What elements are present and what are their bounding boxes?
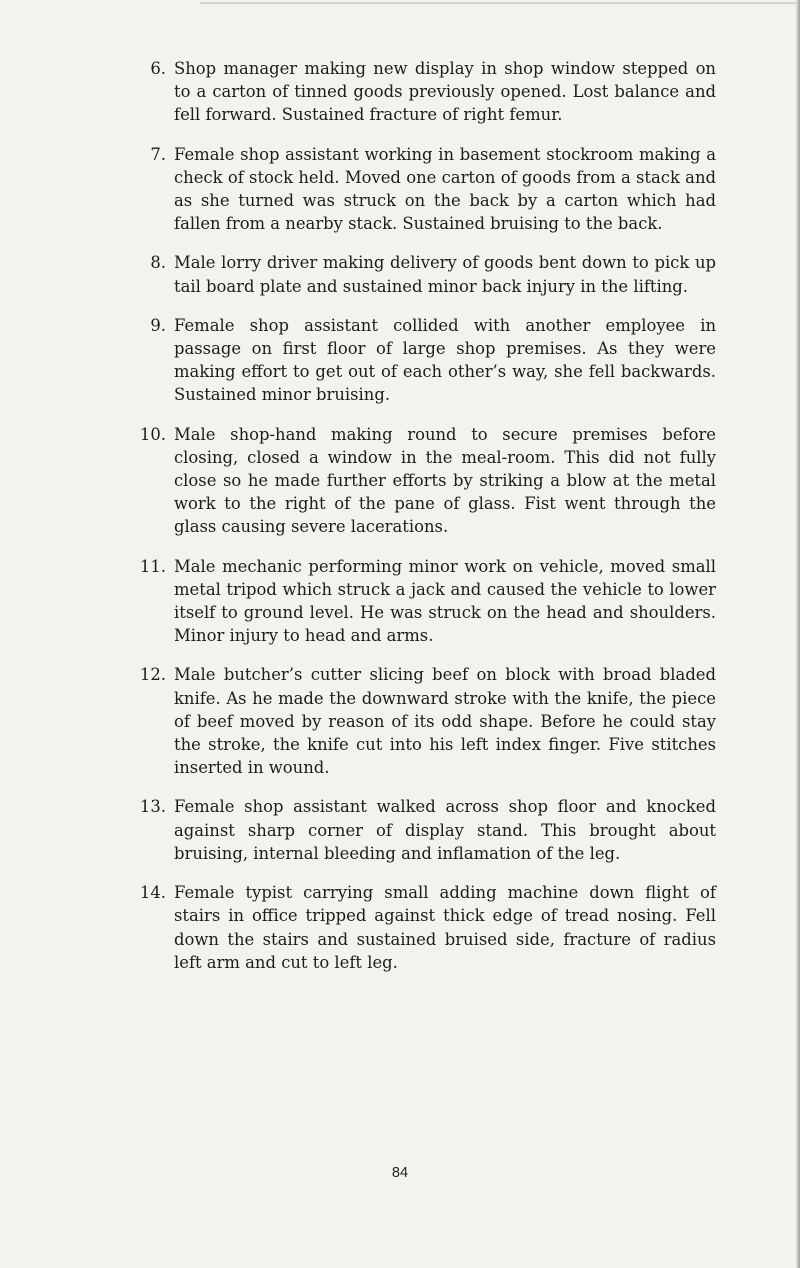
- incident-text: Female shop assistant collided with another employee in passage on first floor of large shop premises. As they were making effort to get out of each other’s way, she fell backwards. Sustained minor bruising.: [174, 315, 716, 405]
- incident-list: [139, 57, 716, 990]
- incident-number: 10.: [139, 424, 166, 444]
- incident-number: 12.: [139, 665, 166, 685]
- incident-text: Female typist carrying small adding machine down flight of stairs in office tripped against thick edge of tread nosing. Fell down the stairs and sustained bruised side, fracture of radius left arm and cut to left leg.: [174, 883, 716, 972]
- incident-text: Female shop assistant working in basement stockroom making a check of stock held. Moved one carton of goods from a stack and as she turned was struck on the back by a carton which had fallen from a nearby stack. Sustained bruising to the back.: [174, 144, 716, 234]
- incident-number: 7.: [150, 144, 166, 164]
- incident-text: Female shop assistant walked across shop floor and knocked against sharp corner of display stand. This brought about bruising, internal bleeding and inflamation of the leg.: [174, 797, 716, 863]
- incident-item: [142, 314, 716, 407]
- page-edge-shadow: [796, 0, 800, 1268]
- incident-number: 6.: [150, 59, 166, 78]
- incident-item: [139, 663, 716, 779]
- incident-number: 9.: [150, 315, 166, 335]
- incident-text: Male shop-hand making round to secure premises before closing, closed a window in the meal-room. This did not fully close so he made further efforts by striking a blow at the metal work to the right of the pane of glass. Fist went through the glass causing severe lacerations.: [174, 424, 716, 537]
- incident-text: Male lorry driver making delivery of goods bent down to pick up tail board plate and sustained minor back injury in the lifting.: [174, 253, 716, 296]
- incident-item: [142, 143, 716, 236]
- incident-text: Shop manager making new display in shop window stepped on to a carton of tinned goods previously opened. Lost balance and fell forward. Sustained fracture of right femur.: [174, 59, 716, 125]
- incident-number: 11.: [139, 556, 166, 576]
- incident-item: [139, 423, 716, 539]
- incident-item: [139, 555, 716, 648]
- incident-text: Male mechanic performing minor work on vehicle, moved small metal tripod which struck a jack and caused the vehicle to lower itself to ground level. He was struck on the head and shoulders. Minor injury to head and arms.: [174, 556, 716, 646]
- incident-item: [139, 881, 716, 974]
- page-top-rule: [200, 2, 800, 4]
- incident-number: 13.: [139, 797, 166, 817]
- incident-text: Male butcher’s cutter slicing beef on block with broad bladed knife. As he made the downward stroke with the knife, the piece of beef moved by reason of its odd shape. Before he could stay the stroke, the knife cut into his left index finger. Five stitches inserted in wound.: [174, 665, 716, 778]
- incident-item: [142, 251, 716, 297]
- incident-item: [139, 795, 716, 865]
- incident-number: 14.: [139, 883, 166, 903]
- incident-item: [142, 57, 716, 127]
- page-number: 84: [391, 1165, 409, 1181]
- incident-number: 8.: [150, 253, 166, 273]
